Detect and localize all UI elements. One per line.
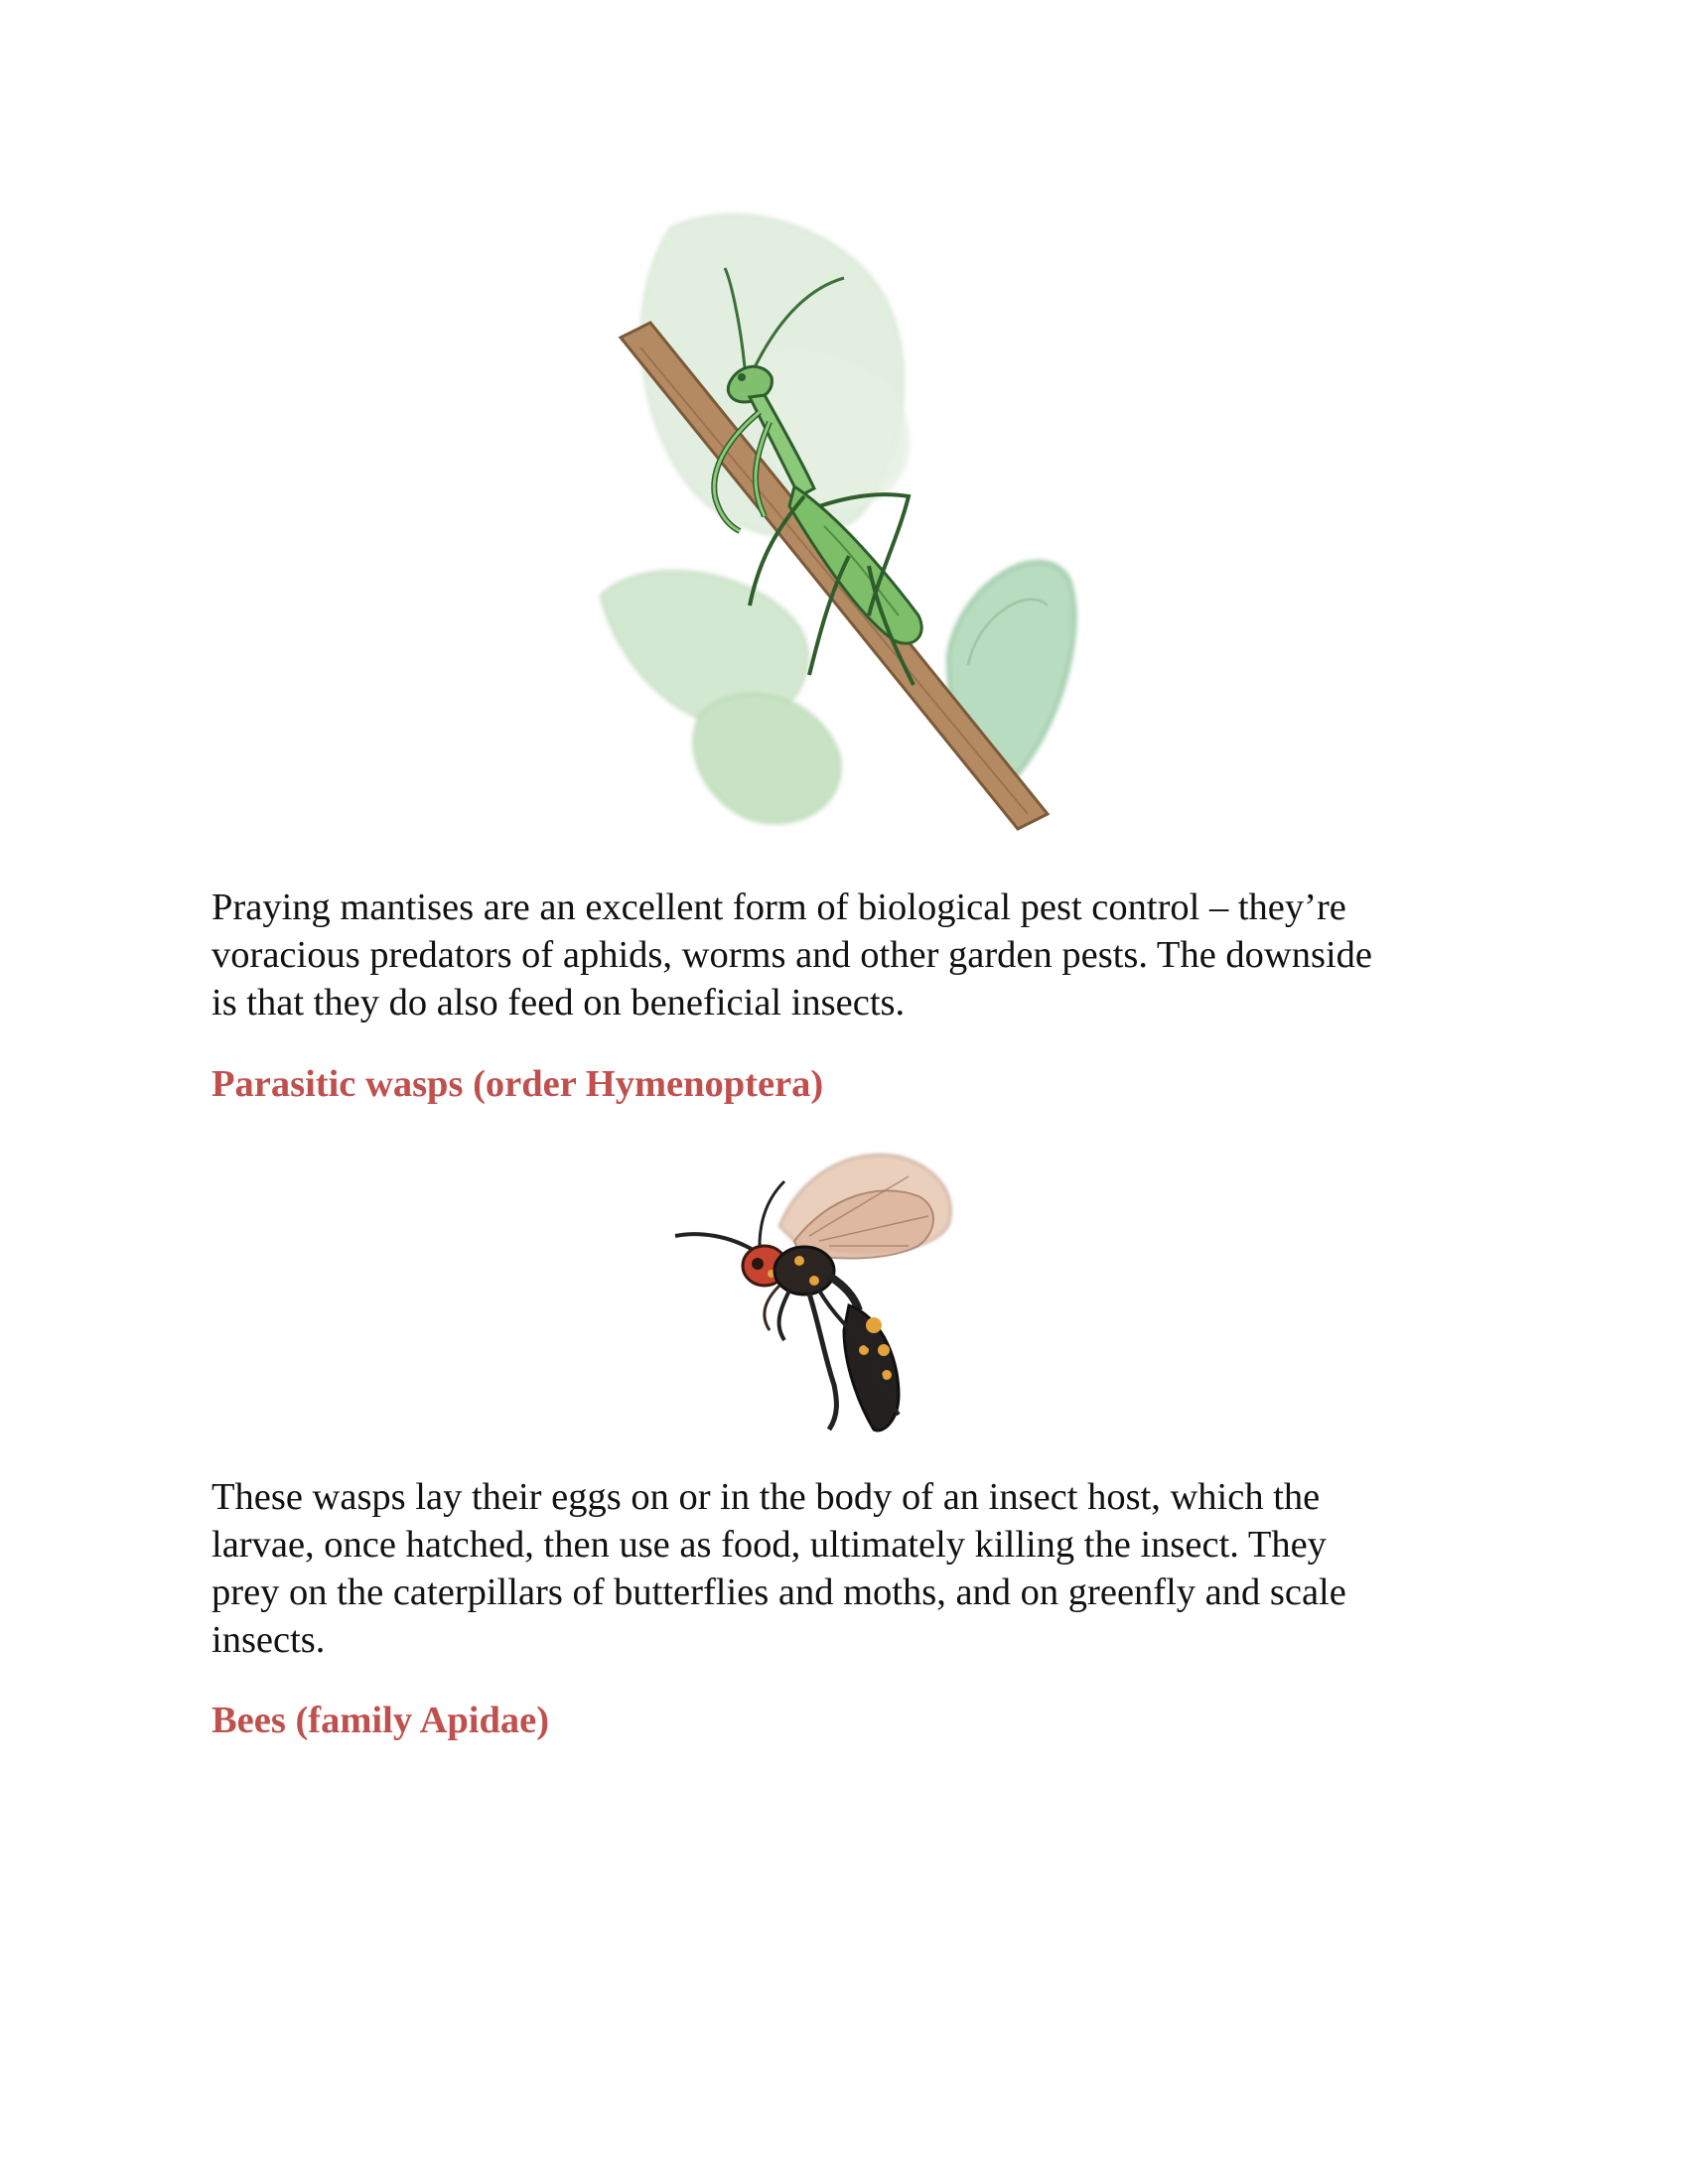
paragraph-line: prey on the caterpillars of butterflies and moths, and on greenfly and scale xyxy=(211,1571,1346,1613)
wasp-illustration-icon xyxy=(660,1137,998,1444)
praying-mantis-illustration-icon xyxy=(581,199,1087,844)
paragraph-line: These wasps lay their eggs on or in the body of an insect host, which the xyxy=(211,1476,1321,1518)
paragraph-line: Praying mantises are an excellent form of biological pest control – they’re xyxy=(211,887,1346,928)
wasp-description xyxy=(211,1473,1502,1664)
paragraph-line: is that they do also feed on beneficial insects. xyxy=(211,982,906,1024)
paragraph-line: voracious predators of aphids, worms and other garden pests. The downside xyxy=(211,934,1372,976)
paragraph-line: insects. xyxy=(211,1619,326,1661)
paragraph-line: larvae, once hatched, then use as food, ultimately killing the insect. They xyxy=(211,1524,1327,1566)
bees-heading: Bees (family Apidae) xyxy=(211,1700,550,1741)
mantis-description xyxy=(211,884,1502,1026)
parasitic-wasps-heading: Parasitic wasps (order Hymenoptera) xyxy=(211,1063,824,1105)
